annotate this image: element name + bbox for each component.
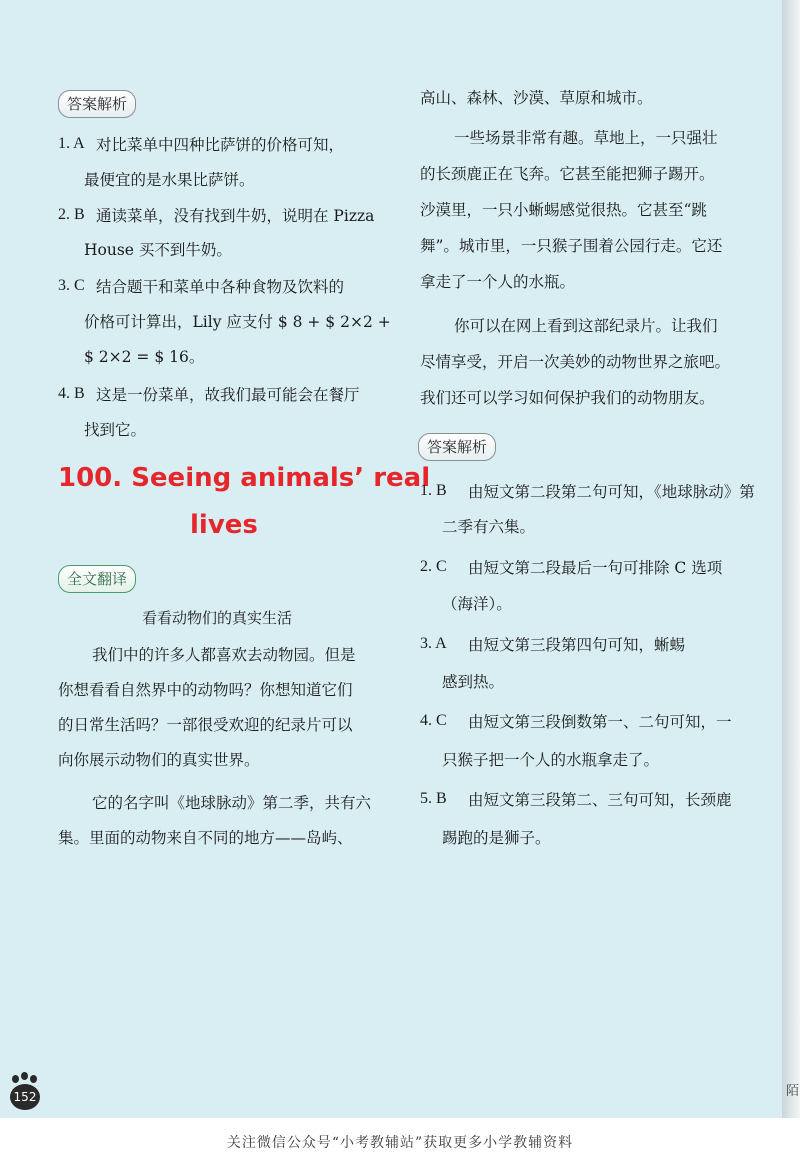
paw-toe-icon — [30, 1075, 37, 1083]
paragraph-line: 你想看看自然界中的动物吗？你想知道它们 — [58, 681, 353, 699]
paragraph-line: 拿走了一个人的水瓶。 — [420, 273, 576, 291]
answer-line: 找到它。 — [84, 421, 147, 439]
paragraph-line: 你可以在网上看到这部纪录片。让我们 — [454, 317, 718, 335]
answer-line: 最便宜的是水果比萨饼。 — [84, 171, 255, 189]
footer-watermark-text: 关注微信公众号“小考教辅站”获取更多小学教辅资料 — [226, 1135, 574, 1151]
answer-line: 由短文第二段最后一句可排除 C 选项 — [468, 559, 723, 577]
book-gutter — [782, 0, 800, 1118]
article-heading-line1: 100. Seeing animals’ real — [58, 463, 431, 493]
answer-line: $ 2×2 = $ 16。 — [84, 348, 205, 366]
answer-line: 踢跑的是狮子。 — [442, 829, 551, 847]
paragraph-2-continuation: 高山、森林、沙漠、草原和城市。 — [420, 89, 653, 107]
page-edge-character: 陌 — [786, 1084, 800, 1099]
answer-line: 通读菜单，没有找到牛奶，说明在 Pizza — [96, 207, 375, 225]
paragraph-line: 它的名字叫《地球脉动》第二季，共有六 — [92, 794, 372, 812]
answer-line: （海洋）。 — [442, 595, 512, 613]
answer-number: 4. C — [420, 712, 447, 729]
paw-toe-icon — [21, 1072, 28, 1080]
paragraph-line: 沙漠里，一只小蜥蜴感觉很热。它甚至“跳 — [420, 201, 707, 219]
answer-line: House 买不到牛奶。 — [84, 241, 232, 259]
paragraph-line: 我们中的许多人都喜欢去动物园。但是 — [92, 646, 356, 664]
paragraph-line: 我们还可以学习如何保护我们的动物朋友。 — [420, 389, 715, 407]
answer-line: 结合题干和菜单中各种食物及饮料的 — [96, 278, 345, 296]
paragraph-line: 集。里面的动物来自不同的地方——岛屿、 — [58, 829, 353, 847]
answer-analysis-tag-left: 答案解析 — [58, 90, 136, 118]
answer-line: 由短文第二段第二句可知，《地球脉动》第 — [468, 483, 755, 501]
answer-line: 由短文第三段第二、三句可知，长颈鹿 — [468, 791, 732, 809]
page-number: 152 — [10, 1084, 40, 1110]
answer-line: 这是一份菜单，故我们最可能会在餐厅 — [96, 386, 360, 404]
paragraph-line: 的长颈鹿正在飞奔。它甚至能把狮子踢开。 — [420, 165, 715, 183]
paragraph-line: 舞”。城市里，一只猴子围着公园行走。它还 — [420, 237, 723, 255]
full-translation-tag: 全文翻译 — [58, 565, 136, 593]
answer-line: 由短文第三段倒数第一、二句可知，一 — [468, 713, 732, 731]
answer-line: 二季有六集。 — [442, 518, 536, 536]
answer-line: 感到热。 — [442, 673, 505, 691]
answer-number: 3. A — [420, 635, 447, 652]
translation-title: 看看动物们的真实生活 — [142, 609, 293, 627]
paragraph-line: 的日常生活吗？一部很受欢迎的纪录片可以 — [58, 716, 353, 734]
paw-toe-icon — [12, 1075, 19, 1083]
answer-number: 2. C — [420, 558, 447, 575]
answer-analysis-tag-right: 答案解析 — [418, 433, 496, 461]
paragraph-line: 向你展示动物们的真实世界。 — [58, 751, 260, 769]
answer-number: 1. B — [420, 482, 447, 499]
article-heading-line2: lives — [190, 510, 258, 540]
paragraph-line: 尽情享受，开启一次美妙的动物世界之旅吧。 — [420, 353, 731, 371]
answer-number: 4. B — [58, 385, 85, 402]
answer-number: 2. B — [58, 206, 85, 223]
answer-number: 1. A — [58, 135, 85, 152]
answer-line: 价格可计算出，Lily 应支付 $ 8 + $ 2×2 + — [84, 313, 391, 331]
paragraph-line: 一些场景非常有趣。草地上，一只强壮 — [454, 129, 718, 147]
page-number-badge — [8, 1072, 48, 1112]
answer-number: 5. B — [420, 790, 447, 807]
answer-number: 3. C — [58, 277, 85, 294]
answer-line: 只猴子把一个人的水瓶拿走了。 — [442, 751, 660, 769]
answer-line: 对比菜单中四种比萨饼的价格可知， — [96, 136, 345, 154]
answer-line: 由短文第三段第四句可知，蜥蜴 — [468, 636, 686, 654]
